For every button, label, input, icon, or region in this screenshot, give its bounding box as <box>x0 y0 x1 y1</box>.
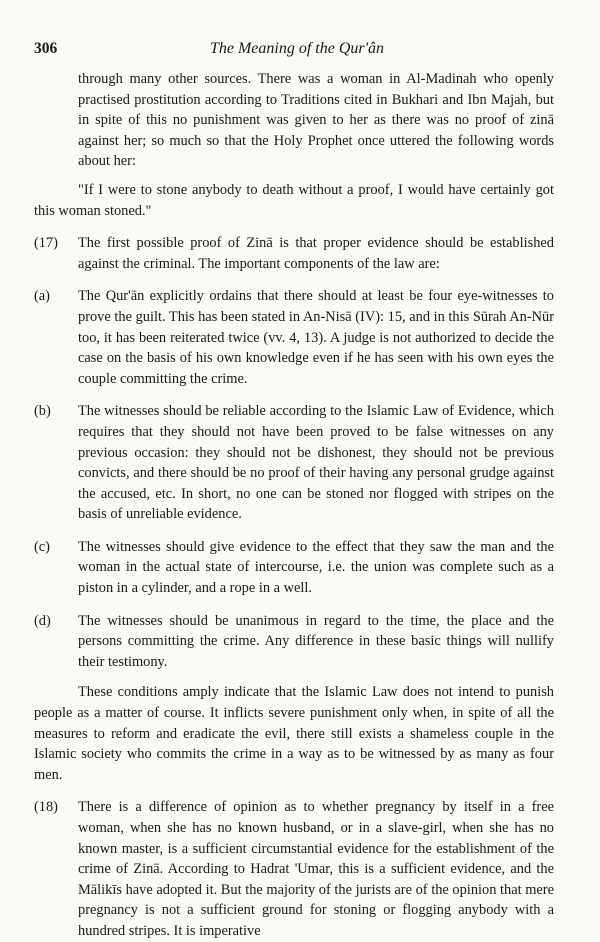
page-body <box>34 69 554 942</box>
item-18 <box>34 797 554 941</box>
item-text: There is a difference of opinion as to whether pregnancy by itself in a free woman, when she has no known husband, or in a slave-girl, when she has no known master, is a sufficient circumstantial evidence for the establishment of the crime of Zinā. According to Hadrat 'Umar, this is a sufficient evidence, and the Mālikīs have adopted it. But the majority of the jurists are of the opinion that mere pregnancy is not a sufficient ground for stoning or flogging anybody with a hundred stripes. It is imperative <box>78 799 554 939</box>
item-c <box>34 537 554 599</box>
intro-paragraph: through many other sources. There was a woman in Al-Madinah who openly practised prostitution according to Traditions cited in Bukhari and Ibn Majah, but in spite of this no punishment was given to her as there was no proof of zinā against her; so much so that the Holy Prophet once uttered the following words about her: <box>78 71 554 170</box>
item-text: The first possible proof of Zinā is that proper evidence should be established against the criminal. The important components of the law are: <box>78 235 554 272</box>
item-label: (18) <box>34 799 58 816</box>
running-title: The Meaning of the Qur'ân <box>209 40 385 57</box>
item-text: The witnesses should be unanimous in regard to the time, the place and the persons committing the crime. Any difference in these basic things will nullify their testimony. <box>78 612 554 670</box>
item-a <box>34 286 554 389</box>
item-text: The witnesses should give evidence to the effect that they saw the man and the woman in the actual state of intercourse, i.e. the union was complete such as a piston in a cylinder, and a rope in a well. <box>78 538 554 597</box>
item-text: The witnesses should be reliable according to the Islamic Law of Evidence, which requires that they should not have been proved to be false witnesses on any previous occasion: they should not be dishonest, they should not be previous convicts, and there should be no proof of their having any personal grudge against the accused, etc. In short, no one can be stoned nor flogged with stripes on the basis of unreliable evidence. <box>78 403 554 523</box>
item-label: (b) <box>34 403 51 420</box>
item-text: The Qur'ān explicitly ordains that there should at least be four eye-witnesses to prove the guilt. This has been stated in An-Nisā (IV): 15, and in this Sūrah An-Nūr too, it has been reiterated twice (vv. 4, 13). A judge is not authorized to decide the case on the basis of his own knowledge even if he has seen with his own eyes the couple committing the crime. <box>78 288 554 387</box>
item-d <box>34 611 554 673</box>
page-number: 306 <box>34 40 58 57</box>
item-label: (d) <box>34 612 51 629</box>
item-label: (a) <box>34 288 50 305</box>
conclusion-paragraph: These conditions amply indicate that the Islamic Law does not intend to punish people as a matter of course. It inflicts severe punishment only when, in spite of all the measures to reform and eradicate the evil, there still exists a shameless couple in the Islamic society who commits the crime in a way as to be witnessed by as many as four men. <box>34 684 554 783</box>
item-b <box>34 401 554 525</box>
page-header <box>34 40 560 64</box>
item-label: (c) <box>34 538 50 555</box>
item-17 <box>34 233 554 274</box>
quote-paragraph: "If I were to stone anybody to death without a proof, I would have certainly got this woman stoned." <box>34 181 554 219</box>
item-label: (17) <box>34 235 58 252</box>
